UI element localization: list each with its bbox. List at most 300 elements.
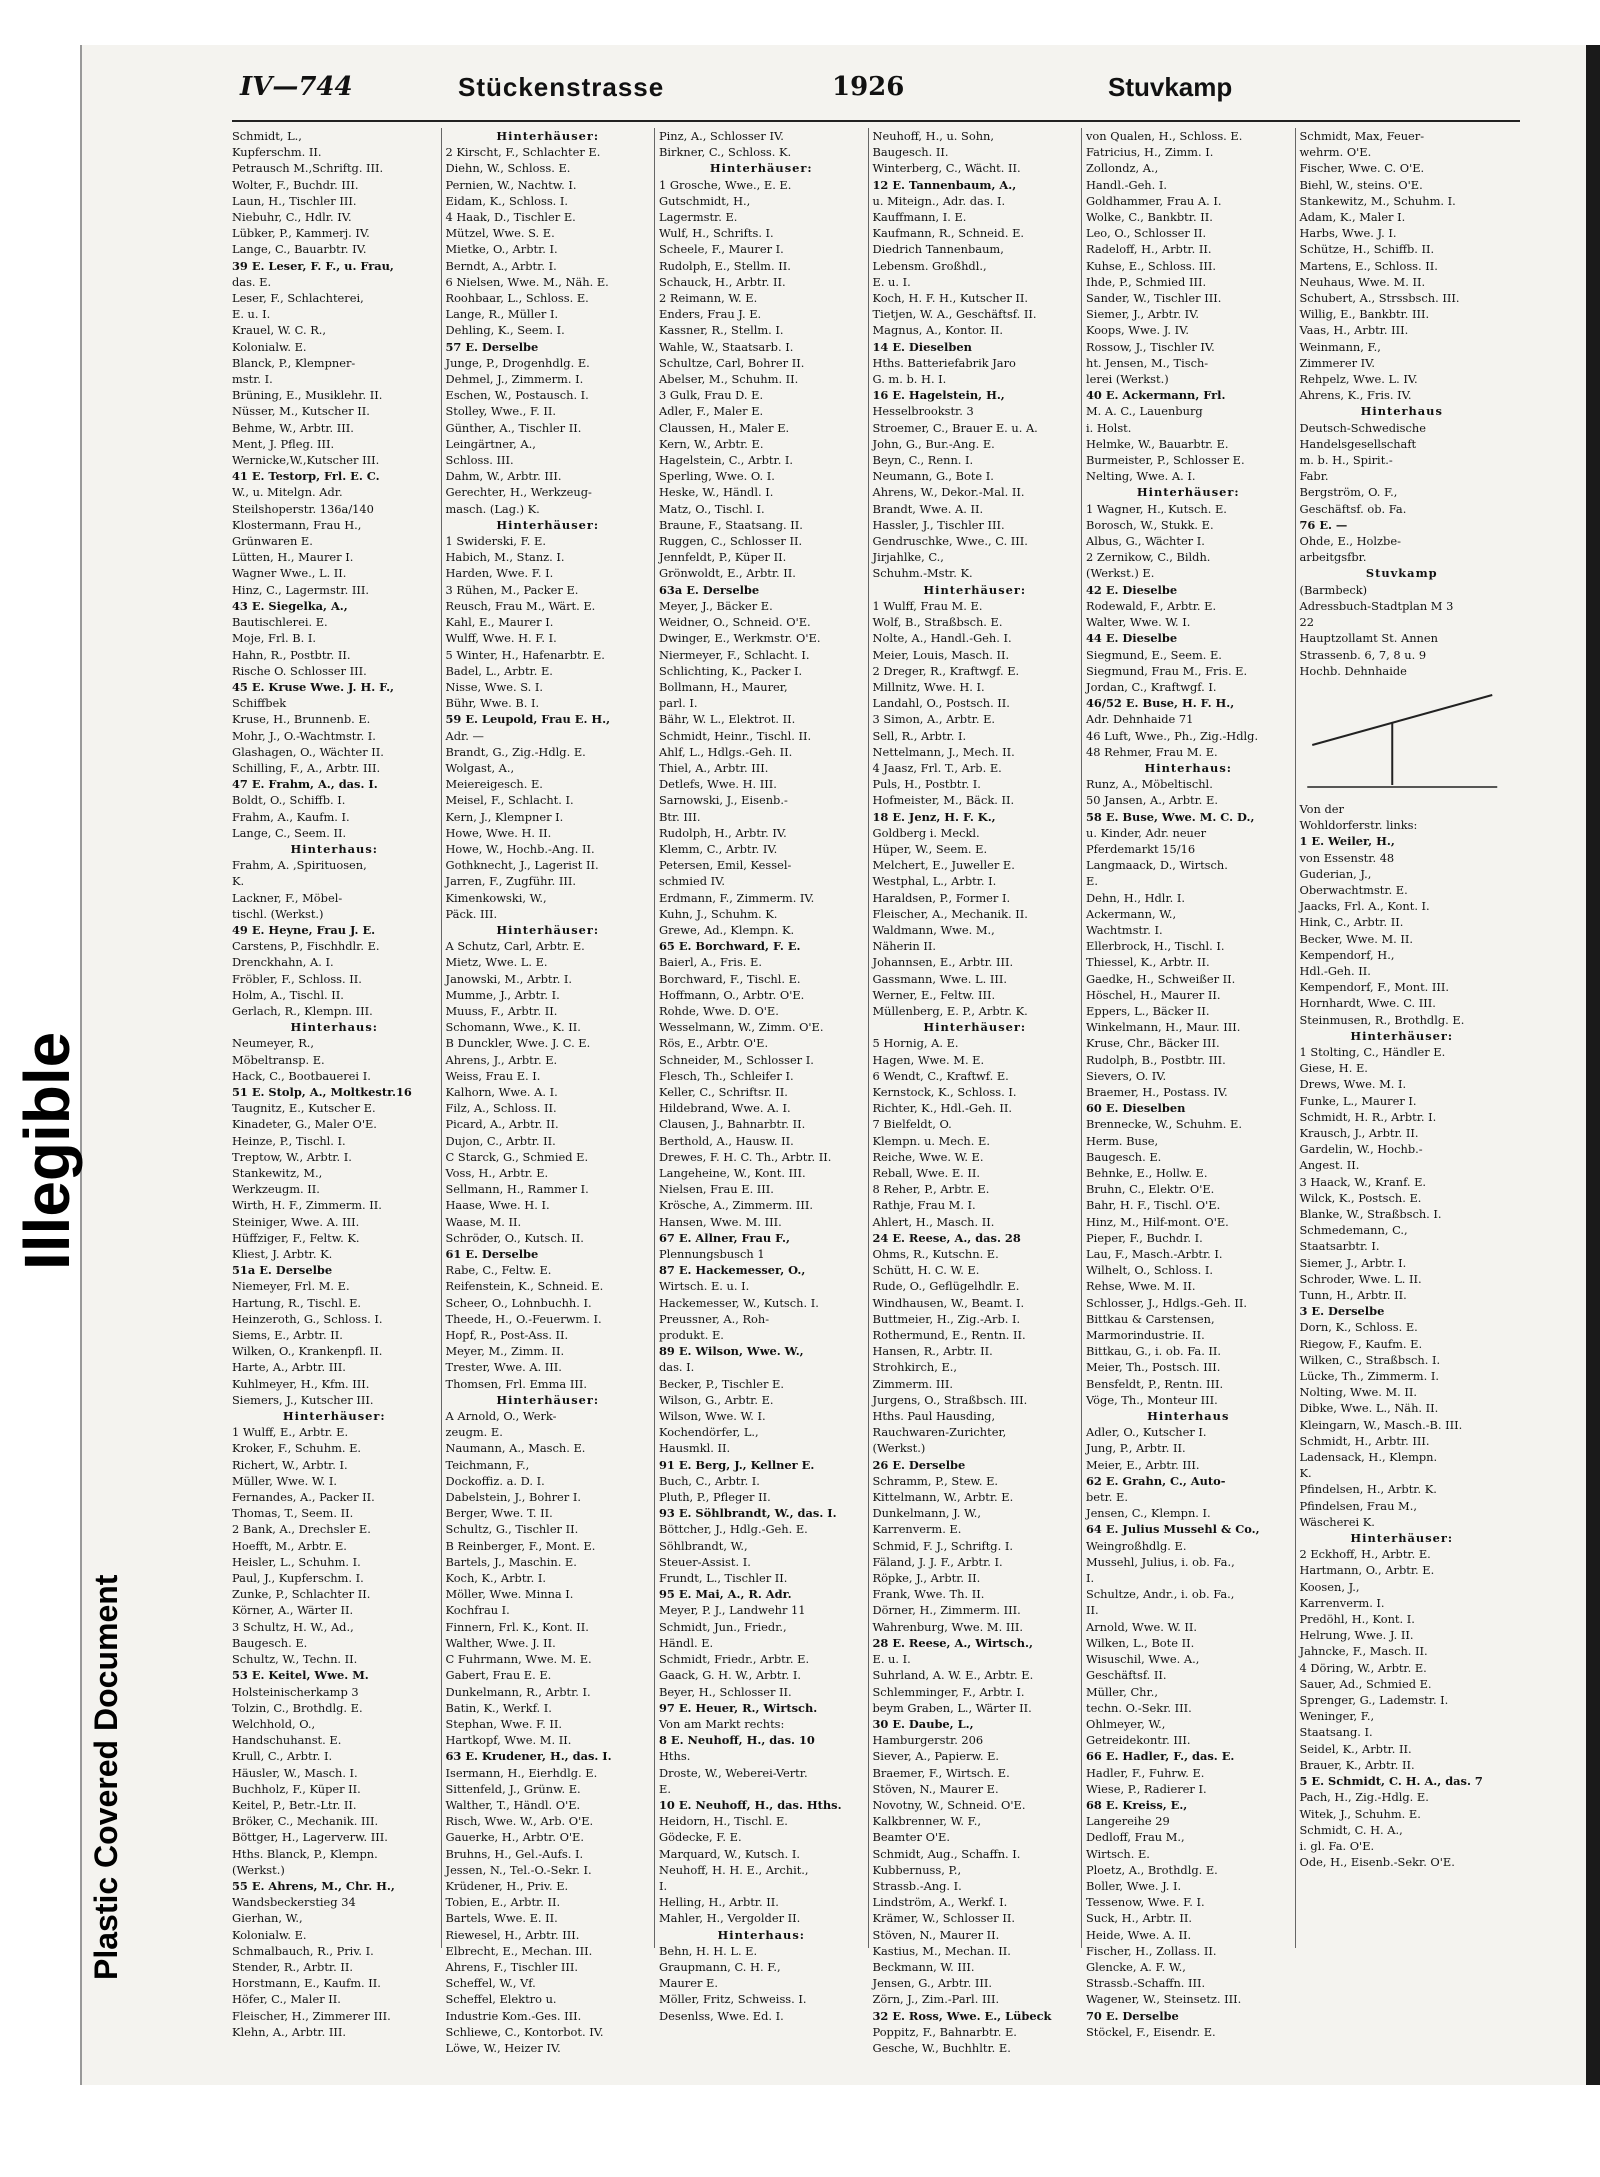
directory-entry: Frundt, L., Tischler II. xyxy=(659,1571,788,1586)
directory-entry: Seidel, K., Arbtr. II. xyxy=(1299,1741,1412,1756)
directory-entry: Koch, K., Arbtr. I. xyxy=(445,1571,546,1586)
directory-entry: Howe, W., Hochb.-Ang. II. xyxy=(445,841,595,856)
directory-entry: Hochb. Dehnhaide xyxy=(1299,663,1407,678)
directory-entry: 95 E. Mai, A., R. Adr. xyxy=(659,1587,792,1602)
directory-entry: Sprenger, G., Lademstr. I. xyxy=(1299,1693,1449,1708)
directory-entry: Isermann, H., Eierhdlg. E. xyxy=(445,1765,598,1780)
directory-entry: Ahlf, L., Hdlgs.-Geh. II. xyxy=(659,744,793,759)
directory-entry: 44 E. Dieselbe xyxy=(1086,631,1178,646)
directory-entry: Meiereigesch. E. xyxy=(445,777,543,792)
directory-entry: E. xyxy=(659,1781,671,1796)
directory-entry: Rabe, C., Feltw. E. xyxy=(445,1263,552,1278)
directory-entry: Ment, J. Pfleg. III. xyxy=(232,436,335,451)
directory-entry: Schmid, F. J., Schriftg. I. xyxy=(872,1538,1013,1553)
directory-entry: 53 E. Keitel, Wwe. M. xyxy=(232,1668,369,1683)
directory-entry: Müller, Wwe. W. I. xyxy=(232,1473,337,1488)
directory-entry: Zimmerer IV. xyxy=(1299,355,1376,370)
directory-entry: Jung, P., Arbtr. II. xyxy=(1086,1441,1186,1456)
directory-entry: 1 Wagner, H., Kutsch. E. xyxy=(1086,501,1227,516)
directory-entry: Guderian, J., xyxy=(1299,866,1372,881)
directory-entry: Matz, O., Tischl. I. xyxy=(659,501,765,516)
directory-entry: Wolgast, A., xyxy=(445,760,515,775)
directory-entry: Windhausen, W., Beamt. I. xyxy=(872,1295,1025,1310)
directory-entry: Hopf, R., Post-Ass. II. xyxy=(445,1328,569,1343)
directory-entry: Ode, H., Eisenb.-Sekr. O'E. xyxy=(1299,1855,1455,1870)
directory-entry: Eidam, K., Schloss. I. xyxy=(445,193,569,208)
directory-entry: Neumann, G., Bote I. xyxy=(872,469,994,484)
directory-entry: Pfindelsen, Frau M., xyxy=(1299,1498,1417,1513)
directory-entry: Siemer, J., Arbtr. I. xyxy=(1299,1255,1407,1270)
directory-entry: Borosch, W., Stukk. E. xyxy=(1086,517,1214,532)
directory-entry: Glencke, A. F. W., xyxy=(1086,1959,1186,1974)
directory-entry: Elbrecht, E., Mechan. III. xyxy=(445,1943,593,1958)
directory-entry: 63 E. Krudener, H., das. I. xyxy=(445,1749,612,1764)
directory-entry: Hinterhäuser: xyxy=(496,1392,600,1407)
directory-entry: Preussner, A., Roh- xyxy=(659,1311,770,1326)
directory-entry: Wulff, Wwe. H. F. I. xyxy=(445,631,557,646)
directory-entry: Btr. III. xyxy=(659,809,701,824)
directory-entry: zeugm. E. xyxy=(445,1425,503,1440)
directory-entry: Lübker, P., Kammerj. IV. xyxy=(232,226,370,241)
directory-entry: Wolter, F., Buchdr. III. xyxy=(232,177,359,192)
directory-entry: Stender, R., Arbtr. II. xyxy=(232,1959,353,1974)
directory-entry: Dunkelmann, J. W., xyxy=(872,1506,981,1521)
directory-entry: Ohms, R., Kutschn. E. xyxy=(872,1247,999,1262)
directory-entry: Rohde, Wwe. D. O'E. xyxy=(659,1003,779,1018)
directory-entry: Hüffziger, F., Feltw. K. xyxy=(232,1230,360,1245)
directory-entry: Hofmeister, M., Bäck. II. xyxy=(872,793,1015,808)
directory-entry: Laun, H., Tischler III. xyxy=(232,193,357,208)
directory-entry: Muuss, F., Arbtr. II. xyxy=(445,1003,558,1018)
directory-entry: Kastius, M., Mechan. II. xyxy=(872,1943,1011,1958)
directory-entry: Fernandes, A., Packer II. xyxy=(232,1490,375,1505)
directory-entry: Hinterhaus: xyxy=(290,841,378,856)
directory-column xyxy=(442,128,656,2055)
directory-entry: Lagermstr. E. xyxy=(659,210,738,225)
directory-entry: Ackermann, W., xyxy=(1086,906,1177,921)
directory-entry: 68 E. Kreiss, E., xyxy=(1086,1797,1188,1812)
directory-entry: Brüning, E., Musiklehr. II. xyxy=(232,388,383,403)
directory-entry: Bautischlerei. E. xyxy=(232,615,328,630)
directory-entry: Günther, A., Tischler II. xyxy=(445,420,582,435)
directory-entry: parl. I. xyxy=(659,696,698,711)
directory-entry: Helling, H., Arbtr. II. xyxy=(659,1895,779,1910)
directory-entry: Thomsen, Frl. Emma III. xyxy=(445,1376,587,1391)
directory-entry: Mussehl, Julius, i. ob. Fa., xyxy=(1086,1554,1235,1569)
directory-entry: techn. O.-Sekr. III. xyxy=(1086,1700,1192,1715)
street-left: Stückenstrasse xyxy=(458,72,665,102)
directory-entry: Hoefft, M., Arbtr. E. xyxy=(232,1538,347,1553)
directory-entry: Scheffel, W., Vf. xyxy=(445,1976,536,1991)
directory-column xyxy=(1296,128,1509,1948)
directory-entry: 63a E. Derselbe xyxy=(659,582,760,597)
directory-entry: Borchward, F., Tischl. E. xyxy=(659,971,801,986)
directory-entry: Rudolph, B., Postbtr. III. xyxy=(1086,1052,1226,1067)
directory-entry: Wulf, H., Schrifts. I. xyxy=(659,226,774,241)
directory-entry: Schütt, H. C. W. E. xyxy=(872,1263,980,1278)
directory-entry: Dörner, H., Zimmerm. III. xyxy=(872,1603,1021,1618)
directory-entry: Hths. xyxy=(659,1749,691,1764)
directory-entry: wehrm. O'E. xyxy=(1299,145,1372,160)
directory-entry: Graupmann, C. H. F., xyxy=(659,1959,781,1974)
directory-entry: Hackemesser, W., Kutsch. I. xyxy=(659,1295,819,1310)
directory-entry: Kassner, R., Stellm. I. xyxy=(659,323,784,338)
directory-entry: Stankewitz, M., Schuhm. I. xyxy=(1299,193,1456,208)
directory-entry: Carstens, P., Fischhdlr. E. xyxy=(232,939,380,954)
directory-entry: Paul, J., Kupferschm. I. xyxy=(232,1571,364,1586)
directory-entry: Zunke, P., Schlachter II. xyxy=(232,1587,371,1602)
directory-entry: Wolf, B., Straßbsch. E. xyxy=(872,615,1003,630)
directory-entry: Lücke, Th., Zimmerm. I. xyxy=(1299,1369,1439,1384)
directory-entry: Kempendorf, H., xyxy=(1299,947,1395,962)
directory-entry: Rude, O., Geflügelhdlr. E. xyxy=(872,1279,1020,1294)
directory-entry: 2 Bank, A., Drechsler E. xyxy=(232,1522,371,1537)
directory-entry: Hinterhaus xyxy=(1147,1409,1230,1424)
directory-entry: Ahrens, W., Dekor.-Mal. II. xyxy=(872,485,1025,500)
directory-entry: Langmaack, D., Wirtsch. xyxy=(1086,858,1228,873)
directory-entry: Lau, F., Masch.-Arbtr. I. xyxy=(1086,1247,1223,1262)
directory-entry: Jennfeldt, P., Küper II. xyxy=(659,550,787,565)
directory-entry: Kaufmann, R., Schneid. E. xyxy=(872,226,1025,241)
directory-entry: Tolzin, C., Brothdlg. E. xyxy=(232,1700,363,1715)
directory-entry: betr. E. xyxy=(1086,1490,1128,1505)
directory-entry: Stephan, Wwe. F. II. xyxy=(445,1716,563,1731)
directory-entry: Pluth, P., Pfleger II. xyxy=(659,1490,771,1505)
directory-entry: I. xyxy=(659,1878,668,1893)
directory-entry: 70 E. Derselbe xyxy=(1086,2008,1179,2023)
directory-entry: Hinterhaus: xyxy=(290,1020,378,1035)
directory-entry: Risch, Wwe. W., Arb. O'E. xyxy=(445,1814,594,1829)
directory-entry: Gardelin, W., Hochb.- xyxy=(1299,1142,1423,1157)
side-label xyxy=(10,1031,124,2150)
directory-entry: Predöhl, H., Kont. I. xyxy=(1299,1612,1415,1627)
directory-entry: Siems, E., Arbtr. II. xyxy=(232,1328,343,1343)
directory-entry: Gutschmidt, H., xyxy=(659,193,751,208)
directory-entry: Koch, H. F. H., Kutscher II. xyxy=(872,291,1029,306)
page-header xyxy=(240,72,1510,116)
directory-entry: Getreidekontr. III. xyxy=(1086,1733,1191,1748)
directory-entry: Bruhns, H., Gel.-Aufs. I. xyxy=(445,1846,584,1861)
directory-entry: Krämer, W., Schlosser II. xyxy=(872,1911,1015,1926)
directory-entry: Meier, Louis, Masch. II. xyxy=(872,647,1010,662)
directory-entry: beym Graben, L., Wärter II. xyxy=(872,1700,1032,1715)
directory-entry: 46/52 E. Buse, H. F. H., xyxy=(1086,696,1235,711)
directory-entry: Hagen, Wwe. M. E. xyxy=(872,1052,985,1067)
directory-entry: Desenlss, Wwe. Ed. I. xyxy=(659,2008,784,2023)
page-number: IV—744 xyxy=(240,72,353,102)
directory-entry: Goldberg i. Meckl. xyxy=(872,825,980,840)
directory-entry: Kernstock, K., Schloss. I. xyxy=(872,1084,1017,1099)
directory-entry: Rudolph, H., Arbtr. IV. xyxy=(659,825,787,840)
directory-entry: Schmidt, H. R., Arbtr. I. xyxy=(1299,1109,1437,1124)
directory-entry: Langereihe 29 xyxy=(1086,1814,1170,1829)
directory-entry: Häusler, W., Masch. I. xyxy=(232,1765,358,1780)
directory-entry: Gothknecht, J., Lagerist II. xyxy=(445,858,599,873)
directory-entry: Sander, W., Tischler III. xyxy=(1086,291,1222,306)
directory-entry: Claussen, H., Maler E. xyxy=(659,420,790,435)
directory-entry: (Werkst.) xyxy=(232,1862,285,1877)
directory-entry: Hartung, R., Tischl. E. xyxy=(232,1295,362,1310)
directory-entry: Dunkelmann, R., Arbtr. I. xyxy=(445,1684,591,1699)
directory-entry: Lange, C., Bauarbtr. IV. xyxy=(232,242,367,257)
directory-entry: Teichmann, F., xyxy=(445,1457,530,1472)
directory-entry: Lange, C., Seem. II. xyxy=(232,825,347,840)
directory-entry: Strassenb. 6, 7, 8 u. 9 xyxy=(1299,647,1427,662)
directory-column xyxy=(869,128,1083,2055)
directory-entry: Giese, H. E. xyxy=(1299,1061,1368,1076)
directory-entry: Melchert, E., Juweller E. xyxy=(872,858,1015,873)
directory-entry: Ihde, P., Schmied III. xyxy=(1086,274,1207,289)
directory-entry: Wäscherei K. xyxy=(1299,1514,1375,1529)
directory-entry: Bröker, C., Mechanik. III. xyxy=(232,1814,379,1829)
directory-entry: Haase, Wwe. H. I. xyxy=(445,1198,550,1213)
directory-entry: Kuhn, J., Schuhm. K. xyxy=(659,906,778,921)
directory-entry: B Reinberger, F., Mont. E. xyxy=(445,1538,596,1553)
directory-entry: Hinterhäuser: xyxy=(496,129,600,143)
street-right: Stuvkamp xyxy=(1108,72,1233,102)
directory-entry: Krüdener, H., Priv. E. xyxy=(445,1878,569,1893)
directory-entry: Waldmann, Wwe. M., xyxy=(872,922,995,937)
directory-entry: Möller, Wwe. Minna I. xyxy=(445,1587,574,1602)
directory-entry: Bittkau, G., i. ob. Fa. II. xyxy=(1086,1344,1222,1359)
directory-entry: Stankewitz, M., xyxy=(232,1166,323,1180)
directory-entry: 59 E. Leupold, Frau E. H., xyxy=(445,712,611,727)
directory-entry: Batin, K., Werkf. I. xyxy=(445,1700,552,1715)
directory-entry: Hack, C., Bootbauerei I. xyxy=(232,1068,371,1083)
directory-entry: Hinterhäuser: xyxy=(709,161,813,176)
directory-entry: Buttmeier, H., Zig.-Arb. I. xyxy=(872,1311,1021,1326)
directory-entry: Karrenverm. E. xyxy=(872,1522,962,1537)
directory-entry: Dahm, W., Arbtr. III. xyxy=(445,469,562,484)
directory-entry: Goldhammer, Frau A. I. xyxy=(1086,193,1222,208)
directory-entry: A Arnold, O., Werk- xyxy=(445,1409,557,1424)
directory-entry: Hansen, Wwe. M. III. xyxy=(659,1214,782,1229)
directory-entry: Kolonialw. E. xyxy=(232,1927,307,1942)
directory-entry: Buchholz, F., Küper II. xyxy=(232,1781,361,1796)
directory-entry: 2 Zernikow, C., Bildh. xyxy=(1086,550,1211,565)
directory-entry: Dibke, Wwe. L., Näh. II. xyxy=(1299,1401,1439,1416)
directory-columns xyxy=(228,128,1508,2055)
directory-entry: Meyer, P. J., Landwehr 11 xyxy=(659,1603,806,1618)
directory-entry: C Starck, G., Schmied E. xyxy=(445,1149,589,1164)
directory-entry: Kochfrau I. xyxy=(445,1603,510,1618)
directory-entry: Siegmund, E., Seem. E. xyxy=(1086,647,1222,662)
directory-entry: Handschuhanst. E. xyxy=(232,1733,342,1748)
directory-entry: Behnke, E., Hollw. E. xyxy=(1086,1166,1208,1180)
directory-entry: Grünwaren E. xyxy=(232,534,313,549)
directory-entry: 91 E. Berg, J., Kellner E. xyxy=(659,1457,815,1472)
directory-entry: Schütze, H., Schiffb. II. xyxy=(1299,242,1435,257)
directory-entry: 24 E. Reese, A., das. 28 xyxy=(872,1230,1021,1245)
directory-entry: 4 Jaasz, Frl. T., Arb. E. xyxy=(872,760,1002,775)
directory-entry: Reiche, Wwe. W. E. xyxy=(872,1149,984,1164)
directory-entry: K. xyxy=(232,874,245,889)
directory-entry: Wagener, W., Steinsetz. III. xyxy=(1086,1992,1242,2007)
directory-entry: Bähr, W. L., Elektrot. II. xyxy=(659,712,796,727)
directory-entry: Blanck, P., Klempner- xyxy=(232,355,356,370)
directory-entry: Diehn, W., Schloss. E. xyxy=(445,161,571,176)
directory-entry: 89 E. Wilson, Wwe. W., xyxy=(659,1344,804,1359)
directory-entry: Dwinger, E., Werkmstr. O'E. xyxy=(659,631,821,646)
directory-entry: Wirth, H. F., Zimmerm. II. xyxy=(232,1198,382,1213)
directory-entry: Gerechter, H., Werkzeug- xyxy=(445,485,592,500)
directory-entry: Strassb.-Schaffn. III. xyxy=(1086,1976,1206,1991)
directory-entry: Nisse, Wwe. S. I. xyxy=(445,679,543,694)
directory-entry: Puls, H., Postbtr. I. xyxy=(872,777,981,792)
directory-entry: Gesche, W., Buchhltr. E. xyxy=(872,2040,1011,2055)
directory-entry: Hths. Paul Hausding, xyxy=(872,1409,996,1424)
directory-entry: Schmidt, C. H. A., xyxy=(1299,1822,1403,1837)
directory-entry: Wiese, P., Radierer I. xyxy=(1086,1781,1207,1796)
directory-entry: 10 E. Neuhoff, H., das. Hths. xyxy=(659,1797,842,1812)
directory-entry: Voss, H., Arbtr. E. xyxy=(445,1166,549,1180)
directory-entry: Von am Markt rechts: xyxy=(659,1716,785,1731)
directory-entry: Siever, A., Papierw. E. xyxy=(872,1749,1000,1764)
directory-entry: Niebuhr, C., Hdlr. IV. xyxy=(232,210,352,225)
directory-entry: Leo, O., Schlosser II. xyxy=(1086,226,1207,241)
directory-entry: Badel, L., Arbtr. E. xyxy=(445,663,553,678)
directory-entry: Schmidt, Max, Feuer- xyxy=(1299,129,1425,143)
year: 1926 xyxy=(832,72,905,102)
directory-entry: Kinadeter, G., Maler O'E. xyxy=(232,1117,377,1132)
directory-entry: Kruse, Chr., Bäcker III. xyxy=(1086,1036,1220,1051)
directory-entry: Niemeyer, Frl. M. E. xyxy=(232,1279,350,1294)
directory-entry: Schomann, Wwe., K. II. xyxy=(445,1020,581,1035)
directory-entry: Berthold, A., Hausw. II. xyxy=(659,1133,794,1148)
directory-entry: Bergström, O. F., xyxy=(1299,485,1398,500)
directory-entry: Riewesel, H., Arbtr. III. xyxy=(445,1927,580,1942)
directory-entry: 1 E. Weiler, H., xyxy=(1299,834,1395,849)
directory-entry: Jensen, G., Arbtr. III. xyxy=(872,1976,992,1991)
directory-entry: 55 E. Ahrens, M., Chr. H., xyxy=(232,1878,395,1893)
directory-entry: Deutsch-Schwedische xyxy=(1299,420,1426,435)
directory-entry: Heske, W., Händl. I. xyxy=(659,485,774,500)
directory-entry: Krausch, J., Arbtr. II. xyxy=(1299,1125,1419,1140)
directory-entry: Fleischer, A., Mechanik. II. xyxy=(872,906,1028,921)
directory-entry: Holsteinischerkamp 3 xyxy=(232,1684,359,1699)
directory-entry: Walther, T., Händl. O'E. xyxy=(445,1797,581,1812)
directory-entry: Zimmerm. III. xyxy=(872,1376,954,1391)
directory-entry: Adr. — xyxy=(445,728,484,743)
directory-entry: Rös, E., Arbtr. O'E. xyxy=(659,1036,769,1051)
directory-entry: Schmidt, Jun., Friedr., xyxy=(659,1619,787,1634)
directory-entry: 2 Reimann, W. E. xyxy=(659,291,758,306)
directory-entry: 5 Winter, H., Hafenarbtr. E. xyxy=(445,647,605,662)
directory-entry: Krull, C., Arbtr. I. xyxy=(232,1749,333,1764)
directory-entry: Dehling, K., Seem. I. xyxy=(445,323,565,338)
directory-entry: Schloss. III. xyxy=(445,453,514,468)
directory-entry: Schmidt, H., Arbtr. III. xyxy=(1299,1433,1430,1448)
directory-entry: Pernien, W., Nachtw. I. xyxy=(445,177,577,192)
directory-entry: Baugesch. E. xyxy=(1086,1149,1162,1164)
directory-entry: Jaacks, Frl. A., Kont. I. xyxy=(1299,899,1430,914)
directory-entry: Schneider, M., Schlosser I. xyxy=(659,1052,814,1067)
directory-entry: masch. (Lag.) K. xyxy=(445,501,540,516)
directory-entry: Helmke, W., Bauarbtr. E. xyxy=(1086,436,1229,451)
directory-column xyxy=(655,128,869,2023)
directory-entry: Kalkbrenner, W. F., xyxy=(872,1814,981,1829)
directory-entry: Zollondz, A., xyxy=(1086,161,1159,176)
directory-entry: Wilken, C., Straßbsch. I. xyxy=(1299,1352,1441,1367)
directory-entry: 43 E. Siegelka, A., xyxy=(232,598,348,613)
directory-entry: Gödecke, F. E. xyxy=(659,1830,742,1845)
directory-entry: Jessen, N., Tel.-O.-Sekr. I. xyxy=(445,1862,592,1877)
directory-entry: Wachtmstr. I. xyxy=(1086,922,1163,937)
directory-entry: u. Miteign., Adr. das. I. xyxy=(872,193,1006,208)
directory-entry: Steilshoperstr. 136a/140 xyxy=(232,501,374,516)
directory-entry: Hornhardt, Wwe. C. III. xyxy=(1299,996,1436,1011)
directory-entry: arbeitgsfbr. xyxy=(1299,550,1367,565)
directory-entry: C Fuhrmann, Wwe. M. E. xyxy=(445,1652,592,1667)
directory-entry: Schramm, P., Stew. E. xyxy=(872,1473,999,1488)
directory-entry: Krauel, W. C. R., xyxy=(232,323,327,338)
directory-entry: Nüsser, M., Kutscher II. xyxy=(232,404,370,419)
directory-entry: Frank, Wwe. Th. II. xyxy=(872,1587,985,1602)
directory-entry: Riegow, F., Kaufm. E. xyxy=(1299,1336,1423,1351)
directory-entry: Ahrens, F., Tischler III. xyxy=(445,1959,579,1974)
directory-entry: Hinterhäuser: xyxy=(923,1020,1027,1035)
directory-entry: Schmidt, L., xyxy=(232,129,302,143)
directory-entry: 61 E. Derselbe xyxy=(445,1247,539,1262)
directory-entry: Berger, Wwe. T. II. xyxy=(445,1506,553,1521)
directory-entry: I. xyxy=(1086,1571,1095,1586)
directory-entry: Böttcher, J., Hdlg.-Geh. E. xyxy=(659,1522,808,1537)
directory-entry: Nettelmann, J., Mech. II. xyxy=(872,744,1015,759)
directory-entry: Schröder, O., Kutsch. II. xyxy=(445,1230,584,1245)
directory-entry: Westphal, L., Arbtr. I. xyxy=(872,874,997,889)
directory-entry: Blanke, W., Straßbsch. I. xyxy=(1299,1206,1442,1221)
directory-entry: Helrung, Wwe. J. II. xyxy=(1299,1628,1414,1643)
directory-entry: Hahn, R., Postbtr. II. xyxy=(232,647,351,662)
directory-entry: (Barmbeck) xyxy=(1299,582,1368,597)
directory-entry: Schlichting, K., Packer I. xyxy=(659,663,803,678)
directory-entry: Bensfeldt, P., Rentn. III. xyxy=(1086,1376,1224,1391)
directory-entry: Kupferschm. II. xyxy=(232,145,322,160)
directory-entry: 1 Swiderski, F. E. xyxy=(445,534,546,549)
directory-entry: Nelting, Wwe. A. I. xyxy=(1086,469,1196,484)
directory-entry: Funke, L., Maurer I. xyxy=(1299,1093,1417,1108)
directory-entry: Hamburgerstr. 206 xyxy=(872,1733,984,1748)
directory-entry: Schmidt, Friedr., Arbtr. E. xyxy=(659,1652,810,1667)
directory-entry: Rische O. Schlosser III. xyxy=(232,663,367,678)
directory-entry: Thiessel, K., Arbtr. II. xyxy=(1086,955,1210,970)
directory-entry: 57 E. Derselbe xyxy=(445,339,539,354)
directory-entry: Weiss, Frau E. I. xyxy=(445,1068,541,1083)
directory-entry: 8 E. Neuhoff, H., das. 10 xyxy=(659,1733,815,1748)
directory-entry: Trester, Wwe. A. III. xyxy=(445,1360,562,1375)
directory-entry: 1 Grosche, Wwe., E. E. xyxy=(659,177,792,192)
directory-entry: 50 Jansen, A., Arbtr. E. xyxy=(1086,793,1218,808)
directory-entry: Fröbler, F., Schloss. II. xyxy=(232,971,362,986)
directory-entry: Mietke, O., Arbtr. I. xyxy=(445,242,558,257)
directory-entry: Meier, Th., Postsch. III. xyxy=(1086,1360,1221,1375)
directory-entry: Hths. Batteriefabrik Jaro xyxy=(872,355,1016,370)
directory-entry: Beamter O'E. xyxy=(872,1830,950,1845)
directory-entry: E. xyxy=(1086,874,1098,889)
directory-entry: Hinterhäuser: xyxy=(496,517,600,532)
directory-entry: Schlemminger, F., Arbtr. I. xyxy=(872,1684,1025,1699)
directory-entry: Wohldorferstr. links: xyxy=(1299,818,1418,833)
directory-entry: Stöven, N., Maurer II. xyxy=(872,1927,1000,1942)
directory-entry: Becker, P., Tischler E. xyxy=(659,1376,784,1391)
directory-entry: Sell, R., Arbtr. I. xyxy=(872,728,967,743)
directory-entry: Herm. Buse, xyxy=(1086,1133,1159,1148)
directory-entry: Kroker, F., Schuhm. E. xyxy=(232,1441,362,1456)
directory-entry: Pieper, F., Buchdr. I. xyxy=(1086,1230,1203,1245)
directory-entry: Wolke, C., Bankbtr. II. xyxy=(1086,210,1213,225)
directory-entry: Harden, Wwe. F. I. xyxy=(445,566,554,581)
directory-entry: Handelsgesellschaft xyxy=(1299,436,1417,451)
